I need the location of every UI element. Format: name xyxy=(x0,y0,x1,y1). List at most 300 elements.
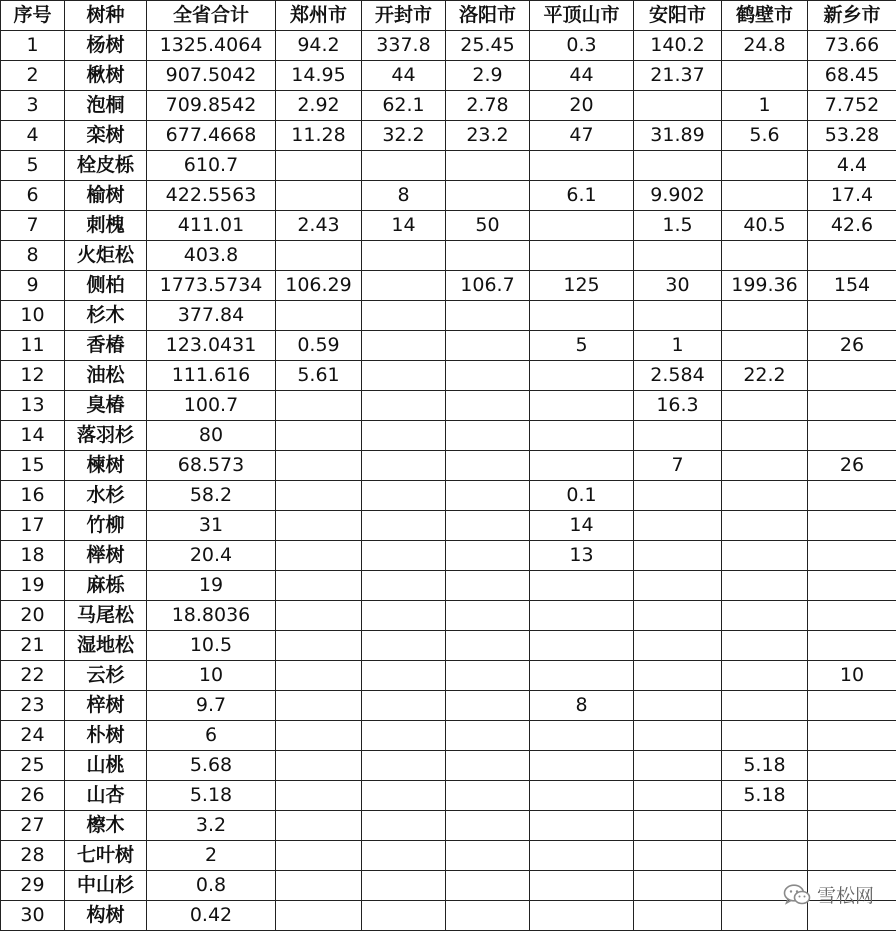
value-cell: 1 xyxy=(722,91,808,121)
value-cell: 31 xyxy=(147,511,276,541)
value-cell: 68.45 xyxy=(808,61,896,91)
value-cell: 5.68 xyxy=(147,751,276,781)
value-cell: 9.7 xyxy=(147,691,276,721)
value-cell xyxy=(446,181,530,211)
table-row xyxy=(1,691,896,721)
value-cell xyxy=(722,331,808,361)
value-cell xyxy=(446,781,530,811)
value-cell xyxy=(530,391,634,421)
value-cell xyxy=(634,661,722,691)
row-number-cell: 1 xyxy=(1,31,65,61)
row-number-cell: 27 xyxy=(1,811,65,841)
value-cell xyxy=(634,631,722,661)
value-cell: 199.36 xyxy=(722,271,808,301)
value-cell: 0.8 xyxy=(147,871,276,901)
value-cell xyxy=(634,571,722,601)
value-cell xyxy=(446,541,530,571)
value-cell xyxy=(530,901,634,931)
value-cell: 25.45 xyxy=(446,31,530,61)
value-cell xyxy=(362,901,446,931)
value-cell xyxy=(808,241,896,271)
value-cell: 106.29 xyxy=(276,271,362,301)
value-cell xyxy=(276,541,362,571)
value-cell: 14.95 xyxy=(276,61,362,91)
value-cell: 62.1 xyxy=(362,91,446,121)
value-cell: 10 xyxy=(808,661,896,691)
row-number-cell: 5 xyxy=(1,151,65,181)
row-number-cell: 13 xyxy=(1,391,65,421)
table-body xyxy=(1,31,896,931)
row-number-cell: 16 xyxy=(1,481,65,511)
row-number-cell: 26 xyxy=(1,781,65,811)
value-cell: 2.78 xyxy=(446,91,530,121)
value-cell xyxy=(530,871,634,901)
value-cell xyxy=(362,721,446,751)
value-cell: 907.5042 xyxy=(147,61,276,91)
value-cell: 1.5 xyxy=(634,211,722,241)
value-cell xyxy=(446,241,530,271)
value-cell: 58.2 xyxy=(147,481,276,511)
value-cell xyxy=(276,601,362,631)
value-cell: 2.584 xyxy=(634,361,722,391)
value-cell xyxy=(634,421,722,451)
value-cell: 422.5563 xyxy=(147,181,276,211)
value-cell xyxy=(634,541,722,571)
value-cell xyxy=(276,151,362,181)
value-cell xyxy=(276,481,362,511)
row-number-cell: 25 xyxy=(1,751,65,781)
value-cell: 14 xyxy=(362,211,446,241)
value-cell xyxy=(362,811,446,841)
value-cell xyxy=(530,721,634,751)
value-cell: 2.43 xyxy=(276,211,362,241)
value-cell: 337.8 xyxy=(362,31,446,61)
value-cell xyxy=(276,421,362,451)
species-cell: 侧柏 xyxy=(65,271,147,301)
column-header: 鹤壁市 xyxy=(722,1,808,31)
value-cell xyxy=(808,481,896,511)
value-cell: 40.5 xyxy=(722,211,808,241)
value-cell xyxy=(530,421,634,451)
row-number-cell: 21 xyxy=(1,631,65,661)
value-cell xyxy=(446,511,530,541)
value-cell xyxy=(362,391,446,421)
value-cell xyxy=(808,781,896,811)
value-cell xyxy=(446,721,530,751)
species-cell: 刺槐 xyxy=(65,211,147,241)
row-number-cell: 6 xyxy=(1,181,65,211)
value-cell xyxy=(530,631,634,661)
row-number-cell: 10 xyxy=(1,301,65,331)
value-cell xyxy=(276,721,362,751)
column-header: 郑州市 xyxy=(276,1,362,31)
column-header: 安阳市 xyxy=(634,1,722,31)
value-cell: 5 xyxy=(530,331,634,361)
value-cell: 19 xyxy=(147,571,276,601)
value-cell: 20 xyxy=(530,91,634,121)
value-cell xyxy=(634,871,722,901)
value-cell xyxy=(530,211,634,241)
value-cell xyxy=(634,241,722,271)
value-cell: 0.3 xyxy=(530,31,634,61)
value-cell xyxy=(530,571,634,601)
value-cell xyxy=(722,601,808,631)
species-cell: 栓皮栎 xyxy=(65,151,147,181)
value-cell xyxy=(808,361,896,391)
table-row xyxy=(1,181,896,211)
table-row xyxy=(1,661,896,691)
row-number-cell: 4 xyxy=(1,121,65,151)
value-cell xyxy=(634,841,722,871)
value-cell xyxy=(808,691,896,721)
table-row xyxy=(1,601,896,631)
value-cell xyxy=(722,151,808,181)
value-cell xyxy=(634,691,722,721)
species-cell: 楸树 xyxy=(65,61,147,91)
value-cell: 47 xyxy=(530,121,634,151)
value-cell: 5.6 xyxy=(722,121,808,151)
value-cell xyxy=(722,421,808,451)
value-cell xyxy=(276,871,362,901)
value-cell: 377.84 xyxy=(147,301,276,331)
value-cell xyxy=(362,661,446,691)
species-cell: 云杉 xyxy=(65,661,147,691)
value-cell: 8 xyxy=(530,691,634,721)
value-cell: 106.7 xyxy=(446,271,530,301)
value-cell xyxy=(722,61,808,91)
value-cell: 26 xyxy=(808,331,896,361)
value-cell: 2.92 xyxy=(276,91,362,121)
value-cell xyxy=(276,301,362,331)
value-cell: 73.66 xyxy=(808,31,896,61)
value-cell: 677.4668 xyxy=(147,121,276,151)
value-cell xyxy=(362,841,446,871)
value-cell xyxy=(276,781,362,811)
value-cell xyxy=(362,601,446,631)
value-cell: 44 xyxy=(362,61,446,91)
column-header: 全省合计 xyxy=(147,1,276,31)
table-row xyxy=(1,541,896,571)
value-cell xyxy=(634,601,722,631)
value-cell xyxy=(446,451,530,481)
species-cell: 朴树 xyxy=(65,721,147,751)
value-cell xyxy=(362,541,446,571)
value-cell: 6.1 xyxy=(530,181,634,211)
row-number-cell: 29 xyxy=(1,871,65,901)
value-cell xyxy=(362,241,446,271)
value-cell xyxy=(276,571,362,601)
value-cell: 8 xyxy=(362,181,446,211)
row-number-cell: 17 xyxy=(1,511,65,541)
value-cell xyxy=(446,871,530,901)
value-cell: 0.42 xyxy=(147,901,276,931)
value-cell: 111.616 xyxy=(147,361,276,391)
header-row xyxy=(1,1,896,31)
wechat-icon xyxy=(783,883,811,907)
value-cell xyxy=(634,481,722,511)
row-number-cell: 3 xyxy=(1,91,65,121)
species-cell: 竹柳 xyxy=(65,511,147,541)
value-cell xyxy=(530,841,634,871)
value-cell: 4.4 xyxy=(808,151,896,181)
value-cell: 1325.4064 xyxy=(147,31,276,61)
species-cell: 火炬松 xyxy=(65,241,147,271)
value-cell: 32.2 xyxy=(362,121,446,151)
species-cell: 油松 xyxy=(65,361,147,391)
value-cell xyxy=(362,151,446,181)
value-cell xyxy=(446,571,530,601)
table-row xyxy=(1,121,896,151)
value-cell: 1773.5734 xyxy=(147,271,276,301)
value-cell xyxy=(722,691,808,721)
value-cell xyxy=(276,751,362,781)
watermark-text: 雪松网 xyxy=(816,885,874,907)
species-cell: 水杉 xyxy=(65,481,147,511)
value-cell xyxy=(446,391,530,421)
value-cell xyxy=(362,421,446,451)
table-row xyxy=(1,421,896,451)
value-cell: 3.2 xyxy=(147,811,276,841)
value-cell: 100.7 xyxy=(147,391,276,421)
table-row xyxy=(1,751,896,781)
value-cell: 123.0431 xyxy=(147,331,276,361)
value-cell xyxy=(446,601,530,631)
species-cell: 榆树 xyxy=(65,181,147,211)
value-cell xyxy=(808,631,896,661)
row-number-cell: 30 xyxy=(1,901,65,931)
value-cell: 11.28 xyxy=(276,121,362,151)
row-number-cell: 23 xyxy=(1,691,65,721)
value-cell xyxy=(362,331,446,361)
value-cell xyxy=(722,841,808,871)
value-cell: 30 xyxy=(634,271,722,301)
row-number-cell: 9 xyxy=(1,271,65,301)
species-cell: 杉木 xyxy=(65,301,147,331)
value-cell xyxy=(446,481,530,511)
value-cell xyxy=(276,451,362,481)
value-cell: 17.4 xyxy=(808,181,896,211)
column-header: 树种 xyxy=(65,1,147,31)
value-cell xyxy=(276,691,362,721)
table-row xyxy=(1,781,896,811)
table-row xyxy=(1,211,896,241)
value-cell xyxy=(446,361,530,391)
value-cell xyxy=(634,301,722,331)
value-cell: 14 xyxy=(530,511,634,541)
value-cell xyxy=(530,451,634,481)
value-cell xyxy=(722,451,808,481)
row-number-cell: 11 xyxy=(1,331,65,361)
value-cell xyxy=(362,511,446,541)
value-cell xyxy=(362,871,446,901)
column-header: 开封市 xyxy=(362,1,446,31)
value-cell xyxy=(362,451,446,481)
value-cell xyxy=(446,301,530,331)
species-cell: 七叶树 xyxy=(65,841,147,871)
value-cell: 22.2 xyxy=(722,361,808,391)
species-cell: 榉树 xyxy=(65,541,147,571)
row-number-cell: 28 xyxy=(1,841,65,871)
value-cell xyxy=(722,541,808,571)
value-cell: 709.8542 xyxy=(147,91,276,121)
table-row xyxy=(1,511,896,541)
value-cell xyxy=(530,151,634,181)
value-cell: 24.8 xyxy=(722,31,808,61)
value-cell xyxy=(362,571,446,601)
value-cell: 9.902 xyxy=(634,181,722,211)
table-row xyxy=(1,61,896,91)
value-cell: 2.9 xyxy=(446,61,530,91)
value-cell xyxy=(530,751,634,781)
value-cell xyxy=(362,751,446,781)
value-cell: 44 xyxy=(530,61,634,91)
value-cell xyxy=(634,151,722,181)
species-cell: 香椿 xyxy=(65,331,147,361)
column-header: 平顶山市 xyxy=(530,1,634,31)
value-cell: 5.18 xyxy=(147,781,276,811)
value-cell xyxy=(362,361,446,391)
value-cell: 26 xyxy=(808,451,896,481)
value-cell: 7.752 xyxy=(808,91,896,121)
value-cell xyxy=(722,721,808,751)
value-cell xyxy=(446,331,530,361)
table-row xyxy=(1,451,896,481)
table-row xyxy=(1,481,896,511)
value-cell: 0.59 xyxy=(276,331,362,361)
value-cell xyxy=(446,901,530,931)
row-number-cell: 19 xyxy=(1,571,65,601)
value-cell xyxy=(808,421,896,451)
value-cell: 31.89 xyxy=(634,121,722,151)
row-number-cell: 2 xyxy=(1,61,65,91)
value-cell xyxy=(808,841,896,871)
value-cell xyxy=(634,811,722,841)
value-cell: 21.37 xyxy=(634,61,722,91)
value-cell: 23.2 xyxy=(446,121,530,151)
value-cell xyxy=(446,751,530,781)
value-cell xyxy=(634,721,722,751)
value-cell xyxy=(530,301,634,331)
value-cell xyxy=(808,601,896,631)
row-number-cell: 18 xyxy=(1,541,65,571)
value-cell xyxy=(722,571,808,601)
species-cell: 臭椿 xyxy=(65,391,147,421)
value-cell xyxy=(362,691,446,721)
value-cell xyxy=(722,661,808,691)
value-cell xyxy=(530,781,634,811)
table-row xyxy=(1,721,896,751)
value-cell xyxy=(276,841,362,871)
species-cell: 梓树 xyxy=(65,691,147,721)
value-cell xyxy=(634,511,722,541)
value-cell xyxy=(634,901,722,931)
value-cell xyxy=(276,631,362,661)
table-row xyxy=(1,301,896,331)
value-cell xyxy=(634,91,722,121)
species-cell: 山桃 xyxy=(65,751,147,781)
species-cell: 落羽杉 xyxy=(65,421,147,451)
value-cell xyxy=(722,241,808,271)
species-cell: 麻栎 xyxy=(65,571,147,601)
row-number-cell: 22 xyxy=(1,661,65,691)
value-cell xyxy=(722,391,808,421)
table-row xyxy=(1,241,896,271)
value-cell: 94.2 xyxy=(276,31,362,61)
value-cell: 125 xyxy=(530,271,634,301)
value-cell xyxy=(634,781,722,811)
value-cell: 18.8036 xyxy=(147,601,276,631)
value-cell: 2 xyxy=(147,841,276,871)
row-number-cell: 20 xyxy=(1,601,65,631)
value-cell xyxy=(362,781,446,811)
value-cell xyxy=(362,271,446,301)
value-cell xyxy=(530,241,634,271)
species-cell: 楝树 xyxy=(65,451,147,481)
table-row xyxy=(1,361,896,391)
value-cell: 10 xyxy=(147,661,276,691)
value-cell: 42.6 xyxy=(808,211,896,241)
value-cell xyxy=(530,811,634,841)
value-cell xyxy=(722,811,808,841)
value-cell xyxy=(446,691,530,721)
table-row xyxy=(1,901,896,931)
row-number-cell: 15 xyxy=(1,451,65,481)
row-number-cell: 12 xyxy=(1,361,65,391)
table-row xyxy=(1,871,896,901)
table-row xyxy=(1,91,896,121)
value-cell xyxy=(446,661,530,691)
value-cell: 50 xyxy=(446,211,530,241)
column-header: 洛阳市 xyxy=(446,1,530,31)
value-cell: 53.28 xyxy=(808,121,896,151)
species-cell: 栾树 xyxy=(65,121,147,151)
value-cell xyxy=(530,361,634,391)
species-cell: 构树 xyxy=(65,901,147,931)
value-cell xyxy=(634,751,722,781)
value-cell: 5.61 xyxy=(276,361,362,391)
species-cell: 山杏 xyxy=(65,781,147,811)
value-cell xyxy=(808,811,896,841)
value-cell xyxy=(276,391,362,421)
value-cell: 80 xyxy=(147,421,276,451)
column-header: 新乡市 xyxy=(808,1,896,31)
value-cell xyxy=(276,241,362,271)
table-row xyxy=(1,571,896,601)
species-cell: 杨树 xyxy=(65,31,147,61)
table-row xyxy=(1,31,896,61)
value-cell xyxy=(276,811,362,841)
value-cell xyxy=(808,511,896,541)
species-cell: 中山杉 xyxy=(65,871,147,901)
row-number-cell: 24 xyxy=(1,721,65,751)
value-cell xyxy=(446,151,530,181)
value-cell xyxy=(722,511,808,541)
value-cell xyxy=(722,631,808,661)
value-cell xyxy=(276,511,362,541)
value-cell xyxy=(276,901,362,931)
value-cell xyxy=(530,601,634,631)
table-row xyxy=(1,631,896,661)
species-cell: 湿地松 xyxy=(65,631,147,661)
value-cell: 5.18 xyxy=(722,751,808,781)
value-cell: 68.573 xyxy=(147,451,276,481)
value-cell xyxy=(808,391,896,421)
value-cell xyxy=(362,631,446,661)
value-cell xyxy=(808,541,896,571)
value-cell xyxy=(808,751,896,781)
value-cell xyxy=(446,631,530,661)
species-cell: 泡桐 xyxy=(65,91,147,121)
